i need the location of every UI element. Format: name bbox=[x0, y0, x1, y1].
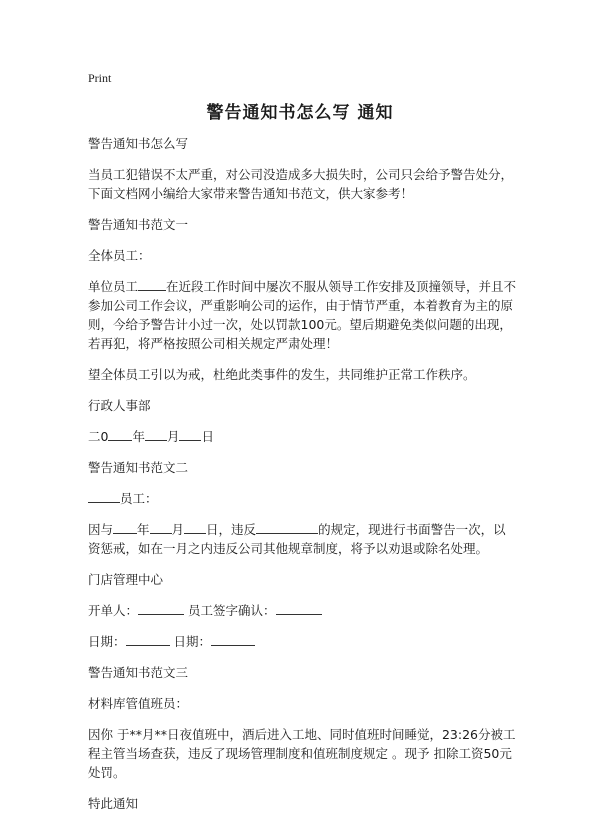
issuer-label: 开单人： bbox=[88, 603, 139, 618]
blank-line bbox=[256, 520, 318, 534]
sample2-heading: 警告通知书范文二 bbox=[88, 460, 189, 475]
sample3-body: 因你 于**月**日夜值班中，酒后进入工地、同时值班时间睡觉，23:26分被工程主管当场查获，违反了现场管理制度和值班制度规定 。现予 扣除工资50元 处罚。 bbox=[88, 727, 516, 780]
intro-heading: 警告通知书怎么写 bbox=[88, 136, 189, 151]
intro-paragraph: 当员工犯错误不太严重，对公司没造成多大损失时，公司只会给予警告处分，下面文档网小编给大家带来警告通知书范文，供大家参考！ bbox=[88, 167, 514, 201]
blank-line bbox=[88, 489, 120, 503]
blank-line bbox=[179, 427, 201, 441]
sign-label: 员工签字确认： bbox=[188, 603, 276, 618]
sample2-signatures bbox=[88, 601, 518, 620]
addressee-suffix: 员工： bbox=[120, 491, 158, 506]
date-day-label: 日 bbox=[201, 429, 214, 444]
sample1-closing: 望全体员工引以为戒，杜绝此类事件的发生，共同维护正常工作秩序。 bbox=[88, 367, 476, 382]
sample3-closing: 特此通知 bbox=[88, 796, 139, 811]
blank-line bbox=[184, 520, 206, 534]
reason-month-label: 月 bbox=[171, 522, 185, 537]
reason-day-label: 日，违反 bbox=[206, 522, 257, 537]
sample1-body-prefix: 单位员工 bbox=[88, 279, 139, 294]
reason-year-label: 年 bbox=[137, 522, 150, 537]
reason-text: 的规定，现进行书面警告一次，以资惩戒，如在一月之内违反公司其他规章制度，将予以劝退或除名处理。 bbox=[88, 522, 506, 556]
blank-line bbox=[126, 632, 170, 646]
sample3-addressee: 材料库管值班员： bbox=[88, 696, 189, 711]
sample2-dates bbox=[88, 632, 518, 651]
sample1-heading: 警告通知书范文一 bbox=[88, 217, 189, 232]
sample2-body bbox=[88, 520, 518, 558]
sample1-issuer: 行政人事部 bbox=[88, 398, 151, 413]
sample1-body bbox=[88, 277, 518, 353]
sample1-body-text: 在近段工作时间中屡次不服从领导工作安排及顶撞领导，并且不参加公司工作会议，严重影响公司的运作，由于情节严重，本着教育为主的原则，今给予警告计小过一次，处以罚款100元。望后期避免类似问题的出现，若再犯，将严格按照公司相关规定严肃处理！ bbox=[88, 279, 517, 351]
sample1-date bbox=[88, 427, 518, 446]
blank-line bbox=[113, 520, 137, 534]
page-title: 警告通知书怎么写 通知 bbox=[206, 103, 394, 123]
reason-prefix: 因与 bbox=[88, 522, 114, 537]
blank-line bbox=[150, 520, 172, 534]
date-year-label: 年 bbox=[132, 429, 145, 444]
sample3-heading: 警告通知书范文三 bbox=[88, 665, 189, 680]
date-month-label: 月 bbox=[166, 429, 180, 444]
blank-line bbox=[276, 601, 322, 615]
blank-line bbox=[211, 632, 255, 646]
blank-line bbox=[138, 277, 166, 291]
sample1-salutation: 全体员工： bbox=[88, 248, 151, 263]
date-label: 日期： bbox=[88, 634, 126, 649]
date-label-2: 日期： bbox=[173, 634, 212, 649]
blank-line bbox=[145, 427, 167, 441]
print-label: Print bbox=[88, 71, 112, 85]
blank-line bbox=[108, 427, 132, 441]
blank-line bbox=[138, 601, 184, 615]
date-prefix: 二0 bbox=[88, 429, 109, 444]
sample2-issuer: 门店管理中心 bbox=[88, 572, 164, 587]
sample2-addressee bbox=[88, 489, 518, 508]
document-body bbox=[88, 134, 518, 825]
